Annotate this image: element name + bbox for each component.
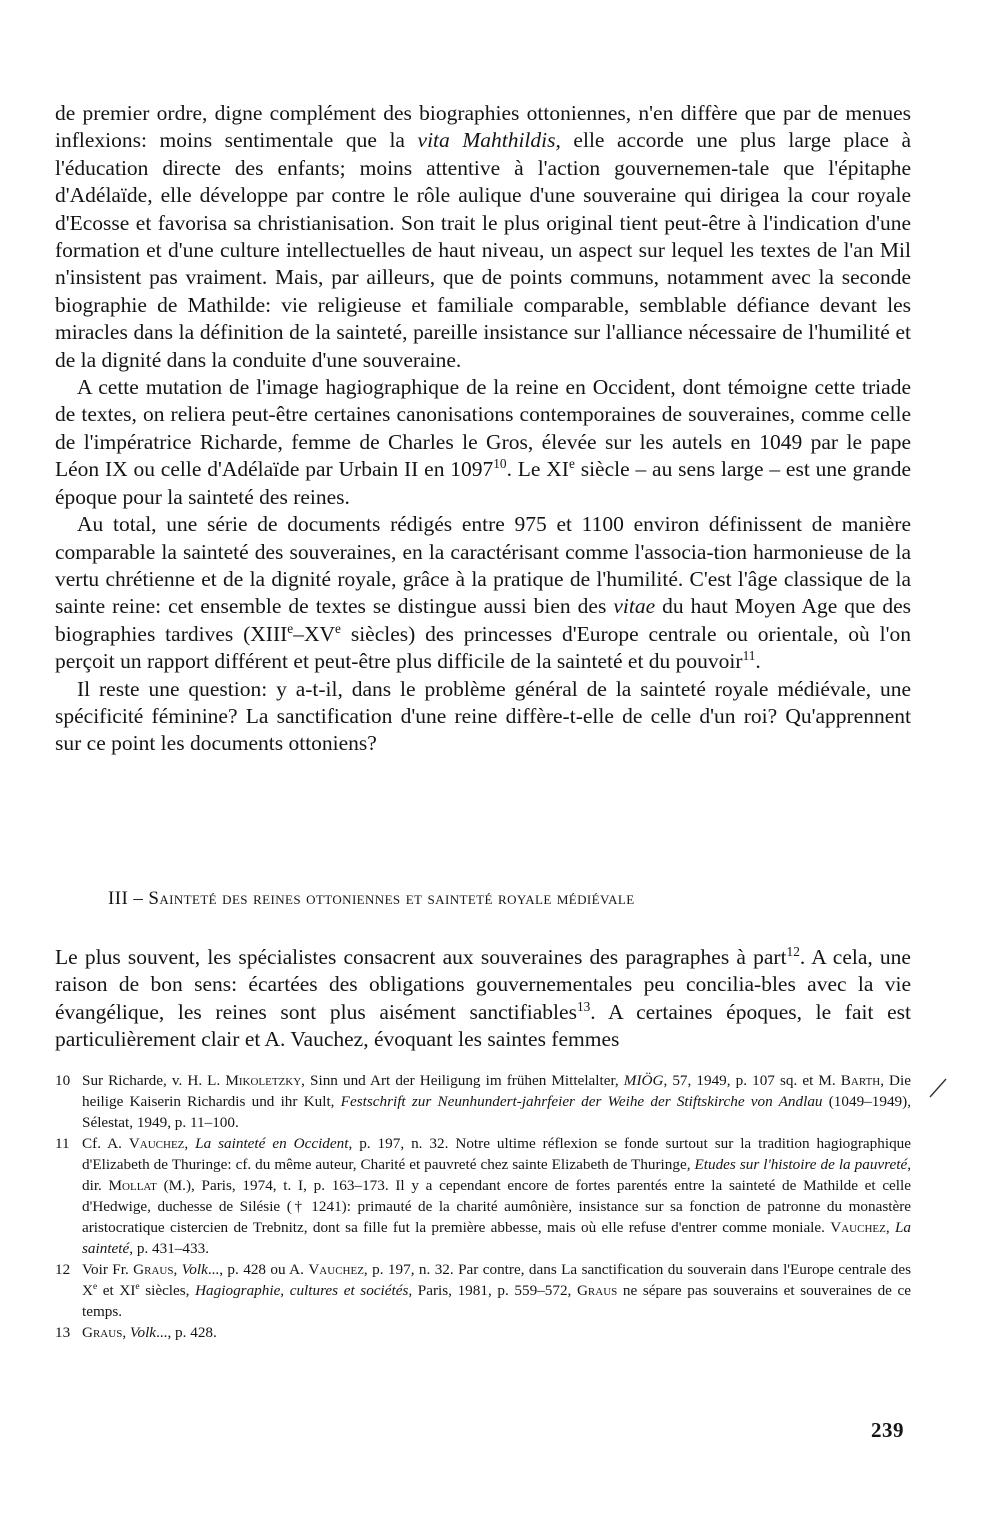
footnote: 10 Sur Richarde, v. H. L. Mikoletzky, Sinn und Art der Heiligung im frühen Mittelalter, MIÖG, 57, 1949, p. 107 sq. et M. Barth, Die heilige Kaiserin Richardis und ihr Kult, Festschrift zur Neunhundert-jahrfeier der Weihe der Stiftskirche von Andlau (1049–1949), Sélestat, 1949, p. 11–100. <box>55 1072 911 1131</box>
main-text <box>55 100 911 758</box>
italic-title: vita Mahthildis <box>417 128 556 153</box>
footnotes <box>55 1070 911 1343</box>
paragraph: Au total, une série de documents rédigés entre 975 et 1100 environ définissent de manière comparable la sainteté des souveraines, en la caractérisant comme l'associa-tion harmonieuse de la vertu chrétienne et de la dignité royale, grâce à la pratique de l'humilité. C'est l'âge classique de la sainte reine: cet ensemble de textes se distingue aussi bien des vitae du haut Moyen Age que des biographies tardives (XIIIe–XVe siècles) des princesses d'Europe centrale ou orientale, où l'on perçoit un rapport différent et peut-être plus difficile de la sainteté et du pouvoir$^{11}$. <box>55 512 912 674</box>
footnote-ref[interactable]: 11 <box>742 647 756 663</box>
italic-term: vitae <box>613 594 656 619</box>
page-number: 239 <box>871 1418 904 1442</box>
paragraph: de premier ordre, digne complément des biographies ottoniennes, n'en diffère que par de menues inflexions: moins sentimentale que la vita Mahthildis, elle accorde une plus large place à l'éducation directe des enfants; moins attentive à l'action gouvernemen-tale que l'épitaphe d'Adélaïde, elle développe par contre le rôle aulique d'une souveraine qui dirigea la cour royale d'Ecosse et favorisa sa christianisation. Son trait le plus original tient peut-être à l'indication d'une formation et d'une culture intellectuelles de haut niveau, un aspect sur lequel les textes de l'an Mil n'insistent pas vraiment. Mais, par ailleurs, que de points communs, notamment avec la seconde biographie de Mathilde: vie religieuse et familiale comparable, semblable défiance devant les miracles dans la définition de la sainteté, pareille insistance sur l'alliance nécessaire de l'humilité et de la dignité dans la conduite d'une souveraine. <box>55 101 911 372</box>
footnote-number: 10 <box>55 1072 71 1089</box>
section-text <box>55 944 911 1054</box>
footnote-number: 11 <box>55 1135 70 1152</box>
footnote-ref[interactable]: 12 <box>786 943 800 959</box>
footnote-ref[interactable]: 10 <box>493 456 507 472</box>
margin-slash-mark <box>928 1076 948 1100</box>
footnote: 11 Cf. A. Vauchez, La sainteté en Occident, p. 197, n. 32. Notre ultime réflexion se fonde surtout sur la tradition hagiographique d'Elizabeth de Thuringe: cf. du même auteur, Charité et pauvreté chez sainte Elizabeth de Thuringe, Etudes sur l'histoire de la pauvreté, dir. Mollat (M.), Paris, 1974, t. I, p. 163–173. Il y a cependant encore de fortes parentés entre la sainteté de Mathilde et celle d'Hedwige, duchesse de Silésie († 1241): primauté de la charité aumônière, insistance sur sa fonction de patronne du monastère aristocratique cistercien de Trebnitz, dont sa fille fut la première abbesse, mais où elle refuse d'entrer comme moniale. Vauchez, La sainteté, p. 431–433. <box>55 1135 912 1257</box>
footnote-number: 13 <box>55 1324 71 1341</box>
section-heading: III – Sainteté des reines ottoniennes et sainteté royale médiévale <box>108 888 635 909</box>
paragraph: Il reste une question: y a-t-il, dans le problème général de la sainteté royale médiévale, une spécificité féminine? La sanctification d'une reine diffère-t-elle de celle d'un roi? Qu'apprennent sur ce point les documents ottoniens? <box>55 676 911 756</box>
footnote-number: 12 <box>55 1261 71 1278</box>
footnote: 13 Graus, Volk..., p. 428. <box>55 1324 217 1341</box>
paragraph: A cette mutation de l'image hagiographique de la reine en Occident, dont témoigne cette triade de textes, on reliera peut-être certaines canonisations contemporaines de souveraines, comme celle de l'impératrice Richarde, femme de Charles le Gros, élevée sur les autels en 1049 par le pape Léon IX ou celle d'Adélaïde par Urbain II en 1097$^{10}$. Le XIe siècle – au sens large – est une grande époque pour la sainteté des reines. <box>55 375 911 509</box>
footnote-ref[interactable]: 13 <box>576 998 591 1014</box>
paragraph: Le plus souvent, les spécialistes consacrent aux souveraines des paragraphes à part$^{12}$. A cela, une raison de bon sens: écartées des obligations gouvernementales peu concilia-bles avec la vie évangélique, les reines sont plus aisément sanctifiables$^{13}$. A certaines époques, le fait est particulièrement clair et A. Vauchez, évoquant les saintes femmes <box>55 943 911 1052</box>
footnote: 12 Voir Fr. Graus, Volk..., p. 428 ou A. Vauchez, p. 197, n. 32. Par contre, dans La sanctification du souverain dans l'Europe centrale des Xe et XIe siècles, Hagiographie, cultures et sociétés, Paris, 1981, p. 559–572, Graus ne sépare pas souverains et souveraines de ce temps. <box>55 1261 912 1320</box>
